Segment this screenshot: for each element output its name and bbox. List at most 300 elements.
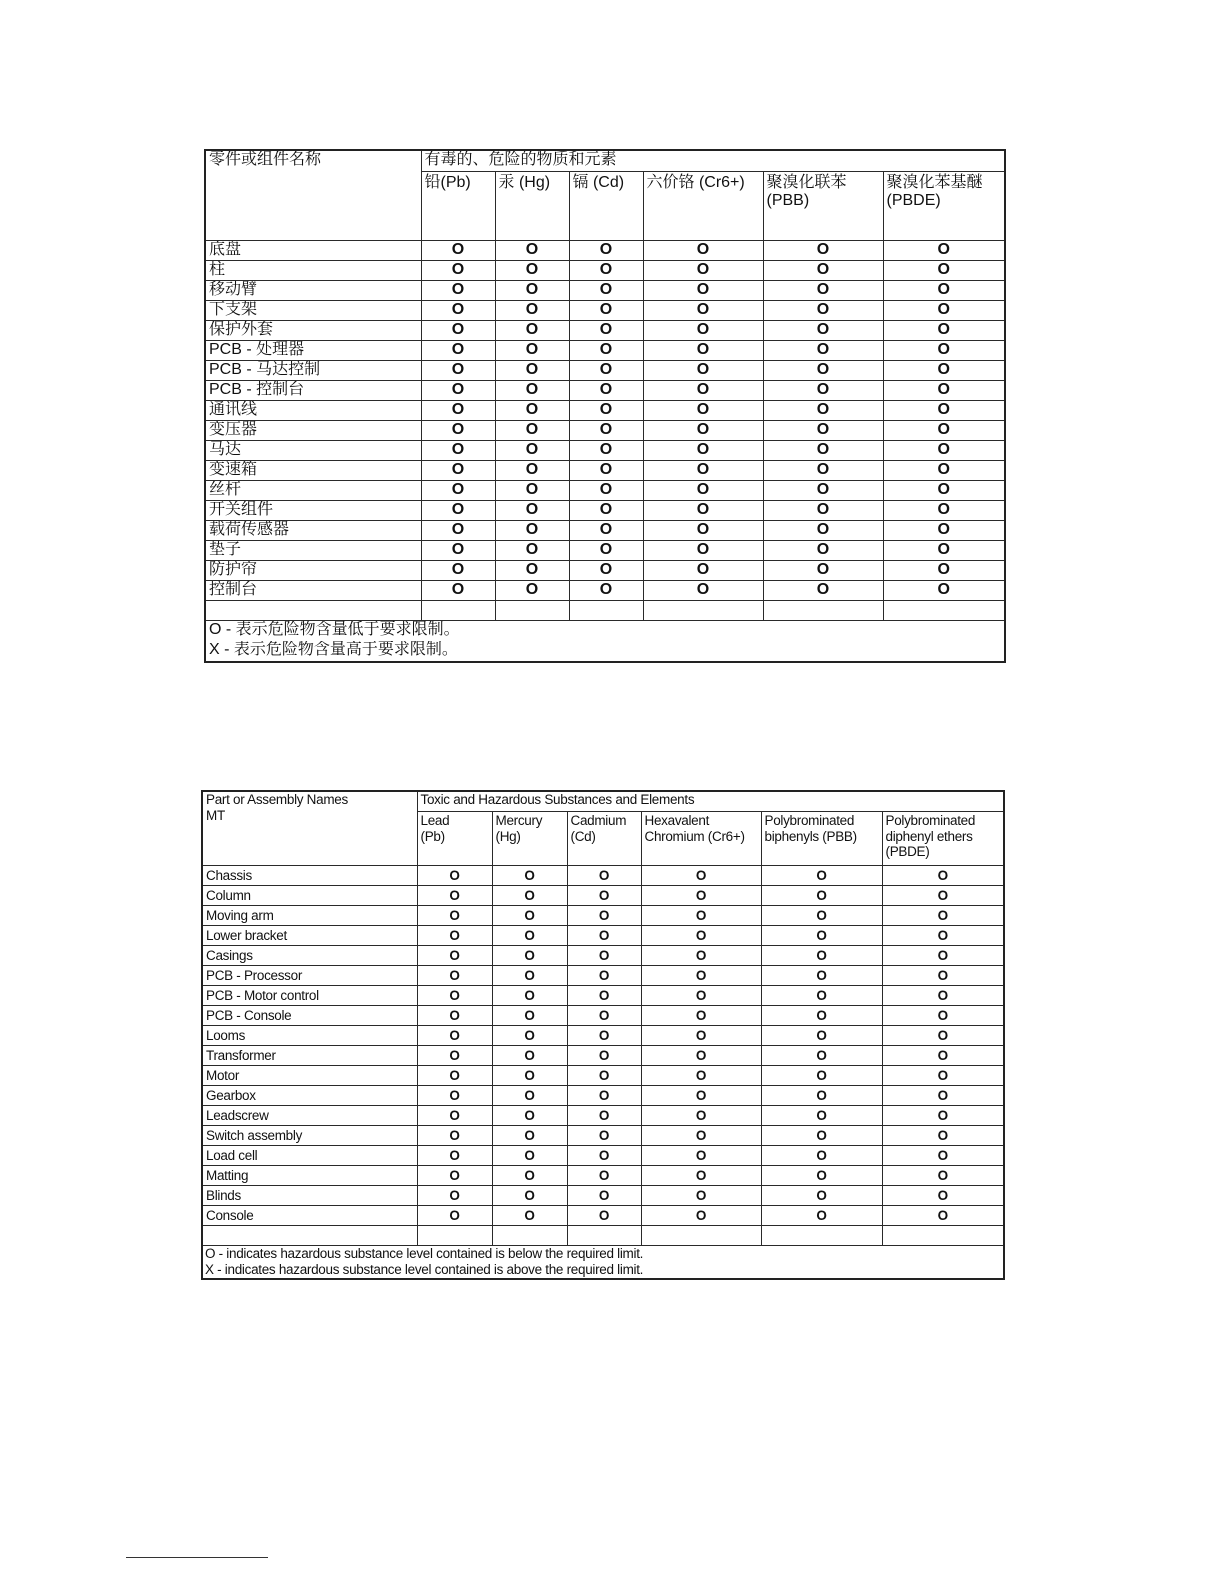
part-name: 变压器	[205, 421, 421, 441]
substance-mark: O	[421, 241, 495, 261]
part-name: 变速箱	[205, 461, 421, 481]
substance-mark: O	[763, 581, 883, 601]
substance-mark: O	[569, 301, 643, 321]
substance-mark: O	[569, 421, 643, 441]
substance-mark: O	[883, 321, 1005, 341]
part-name: 下支架	[205, 301, 421, 321]
part-name: Leadscrew	[202, 1106, 417, 1126]
substance-mark: O	[761, 1126, 882, 1146]
substance-mark: O	[883, 561, 1005, 581]
substance-mark: O	[641, 1126, 761, 1146]
substance-mark: O	[641, 946, 761, 966]
substance-mark: O	[763, 421, 883, 441]
substance-mark: O	[882, 1066, 1004, 1086]
table-row	[205, 461, 1005, 481]
part-name: Lower bracket	[202, 926, 417, 946]
substance-mark: O	[643, 501, 763, 521]
substance-mark: O	[495, 521, 569, 541]
substance-mark: O	[761, 1006, 882, 1026]
substance-mark: O	[569, 241, 643, 261]
substance-mark: O	[495, 261, 569, 281]
substance-header: Hexavalent Chromium (Cr6+)	[641, 812, 761, 866]
substance-mark: O	[761, 1026, 882, 1046]
header-row	[205, 150, 1005, 172]
substance-mark: O	[882, 1206, 1004, 1226]
substance-mark: O	[641, 966, 761, 986]
substance-mark: O	[761, 926, 882, 946]
substance-mark: O	[569, 501, 643, 521]
table-row	[202, 906, 1004, 926]
substance-mark: O	[567, 926, 641, 946]
substance-mark: O	[417, 926, 492, 946]
substance-mark: O	[761, 1166, 882, 1186]
substance-mark: O	[882, 1186, 1004, 1206]
substance-mark: O	[882, 1046, 1004, 1066]
header-row	[202, 791, 1004, 812]
substance-mark: O	[495, 241, 569, 261]
blank-cell	[421, 601, 495, 621]
substance-mark: O	[421, 361, 495, 381]
substance-mark: O	[883, 381, 1005, 401]
substance-mark: O	[569, 461, 643, 481]
substance-mark: O	[761, 906, 882, 926]
part-name: 垫子	[205, 541, 421, 561]
substance-mark: O	[763, 361, 883, 381]
substance-mark: O	[761, 1066, 882, 1086]
substance-mark: O	[763, 541, 883, 561]
substance-mark: O	[763, 281, 883, 301]
substance-mark: O	[492, 1206, 567, 1226]
substance-mark: O	[417, 886, 492, 906]
substance-header: 聚溴化联苯 (PBB)	[763, 172, 883, 241]
substance-mark: O	[492, 1106, 567, 1126]
part-name: Column	[202, 886, 417, 906]
substance-mark: O	[883, 521, 1005, 541]
part-name: 控制台	[205, 581, 421, 601]
substance-mark: O	[882, 1026, 1004, 1046]
substance-mark: O	[643, 541, 763, 561]
table-row	[205, 261, 1005, 281]
part-name: Casings	[202, 946, 417, 966]
substance-mark: O	[492, 1146, 567, 1166]
substance-mark: O	[569, 521, 643, 541]
hazardous-substances-table-chinese	[204, 149, 1006, 663]
substance-mark: O	[641, 1146, 761, 1166]
substance-header: Polybrominated biphenyls (PBB)	[761, 812, 882, 866]
substance-mark: O	[882, 1106, 1004, 1126]
substance-mark: O	[495, 581, 569, 601]
substance-mark: O	[567, 986, 641, 1006]
substance-mark: O	[495, 501, 569, 521]
substance-mark: O	[641, 1206, 761, 1226]
substance-mark: O	[569, 361, 643, 381]
substance-mark: O	[641, 926, 761, 946]
substance-mark: O	[569, 401, 643, 421]
substance-mark: O	[761, 866, 882, 886]
substance-mark: O	[421, 401, 495, 421]
table-row	[202, 1106, 1004, 1126]
substance-mark: O	[567, 946, 641, 966]
blank-cell	[417, 1226, 492, 1246]
part-name: PCB - 处理器	[205, 341, 421, 361]
substance-mark: O	[763, 521, 883, 541]
substances-group-header: 有毒的、危险的物质和元素	[421, 150, 1005, 172]
substance-mark: O	[763, 241, 883, 261]
substance-mark: O	[492, 1006, 567, 1026]
substance-mark: O	[492, 946, 567, 966]
substance-mark: O	[421, 321, 495, 341]
substance-mark: O	[567, 1086, 641, 1106]
substance-mark: O	[761, 1106, 882, 1126]
substance-mark: O	[417, 1166, 492, 1186]
table-row	[202, 966, 1004, 986]
substance-mark: O	[567, 1026, 641, 1046]
substance-mark: O	[763, 261, 883, 281]
substance-mark: O	[492, 1126, 567, 1146]
table-row	[205, 341, 1005, 361]
substance-mark: O	[569, 561, 643, 581]
substance-mark: O	[495, 461, 569, 481]
substance-mark: O	[763, 301, 883, 321]
table-row	[205, 401, 1005, 421]
legend-row	[205, 621, 1005, 642]
part-name: Transformer	[202, 1046, 417, 1066]
substance-mark: O	[643, 461, 763, 481]
table-row	[202, 1046, 1004, 1066]
substance-mark: O	[643, 421, 763, 441]
substance-mark: O	[883, 421, 1005, 441]
substance-mark: O	[883, 281, 1005, 301]
blank-row	[202, 1226, 1004, 1246]
substance-mark: O	[643, 521, 763, 541]
table-row	[205, 581, 1005, 601]
table-row	[205, 361, 1005, 381]
substance-mark: O	[492, 1186, 567, 1206]
table-row	[205, 521, 1005, 541]
substance-mark: O	[641, 1166, 761, 1186]
substance-mark: O	[641, 866, 761, 886]
substance-mark: O	[641, 1006, 761, 1026]
substance-header: 六价铬 (Cr6+)	[643, 172, 763, 241]
substance-mark: O	[569, 381, 643, 401]
part-name: 载荷传感器	[205, 521, 421, 541]
blank-cell	[763, 601, 883, 621]
part-name: Motor	[202, 1066, 417, 1086]
substance-mark: O	[883, 401, 1005, 421]
substance-mark: O	[569, 321, 643, 341]
table-row	[202, 946, 1004, 966]
table-row	[202, 1006, 1004, 1026]
part-name: 马达	[205, 441, 421, 461]
substance-mark: O	[763, 481, 883, 501]
substance-mark: O	[643, 581, 763, 601]
substance-mark: O	[495, 481, 569, 501]
substance-mark: O	[641, 1186, 761, 1206]
substance-mark: O	[417, 946, 492, 966]
substance-mark: O	[495, 361, 569, 381]
substance-mark: O	[421, 421, 495, 441]
blank-cell	[643, 601, 763, 621]
part-name: PCB - Motor control	[202, 986, 417, 1006]
substance-mark: O	[417, 1026, 492, 1046]
substance-mark: O	[882, 986, 1004, 1006]
legend-row	[202, 1262, 1004, 1279]
substance-mark: O	[421, 381, 495, 401]
substance-mark: O	[883, 581, 1005, 601]
substance-mark: O	[567, 1146, 641, 1166]
substance-mark: O	[492, 1086, 567, 1106]
substance-mark: O	[643, 281, 763, 301]
substance-mark: O	[883, 461, 1005, 481]
part-name: 开关组件	[205, 501, 421, 521]
substance-mark: O	[641, 1066, 761, 1086]
substance-mark: O	[567, 866, 641, 886]
table-row	[205, 541, 1005, 561]
substance-mark: O	[567, 1206, 641, 1226]
part-name: Switch assembly	[202, 1126, 417, 1146]
substance-mark: O	[643, 341, 763, 361]
table-row	[202, 986, 1004, 1006]
substance-header: Lead (Pb)	[417, 812, 492, 866]
substance-mark: O	[421, 501, 495, 521]
substance-mark: O	[882, 906, 1004, 926]
table-row	[205, 561, 1005, 581]
substance-mark: O	[569, 341, 643, 361]
part-name: 通讯线	[205, 401, 421, 421]
substance-header: 聚溴化苯基醚 (PBDE)	[883, 172, 1005, 241]
part-header: Part or Assembly Names MT	[202, 791, 417, 866]
table-row	[202, 1026, 1004, 1046]
substance-mark: O	[495, 381, 569, 401]
substance-mark: O	[495, 341, 569, 361]
part-name: 底盘	[205, 241, 421, 261]
substance-mark: O	[883, 341, 1005, 361]
substance-mark: O	[421, 281, 495, 301]
substance-mark: O	[495, 281, 569, 301]
substance-header: 铅(Pb)	[421, 172, 495, 241]
blank-cell	[495, 601, 569, 621]
table-row	[205, 421, 1005, 441]
substance-mark: O	[643, 361, 763, 381]
substance-mark: O	[417, 866, 492, 886]
substance-mark: O	[882, 866, 1004, 886]
substance-mark: O	[417, 1206, 492, 1226]
substance-mark: O	[643, 381, 763, 401]
substance-mark: O	[495, 301, 569, 321]
table-row	[202, 1086, 1004, 1106]
substance-mark: O	[641, 986, 761, 1006]
part-name: 丝杆	[205, 481, 421, 501]
substance-mark: O	[643, 261, 763, 281]
substance-mark: O	[641, 1026, 761, 1046]
part-name: 保护外套	[205, 321, 421, 341]
table-row	[202, 926, 1004, 946]
table-row	[205, 481, 1005, 501]
substance-mark: O	[763, 501, 883, 521]
legend-row	[202, 1246, 1004, 1263]
substance-mark: O	[883, 301, 1005, 321]
substance-mark: O	[883, 361, 1005, 381]
substance-header: 镉 (Cd)	[569, 172, 643, 241]
substance-mark: O	[883, 441, 1005, 461]
substance-mark: O	[417, 1086, 492, 1106]
table-row	[205, 321, 1005, 341]
substance-mark: O	[492, 966, 567, 986]
substance-mark: O	[421, 481, 495, 501]
substance-mark: O	[641, 886, 761, 906]
blank-cell	[882, 1226, 1004, 1246]
substance-mark: O	[763, 381, 883, 401]
part-name: Looms	[202, 1026, 417, 1046]
substance-mark: O	[421, 581, 495, 601]
substance-mark: O	[495, 541, 569, 561]
substance-mark: O	[883, 241, 1005, 261]
substance-mark: O	[763, 321, 883, 341]
substance-mark: O	[492, 866, 567, 886]
legend-note: X - indicates hazardous substance level contained is above the required limit.	[202, 1262, 1004, 1279]
blank-cell	[492, 1226, 567, 1246]
substance-mark: O	[417, 1046, 492, 1066]
substance-mark: O	[495, 321, 569, 341]
substance-mark: O	[417, 966, 492, 986]
substance-mark: O	[417, 1106, 492, 1126]
blank-cell	[202, 1226, 417, 1246]
substance-mark: O	[495, 401, 569, 421]
substance-mark: O	[495, 421, 569, 441]
substance-mark: O	[567, 966, 641, 986]
substance-mark: O	[643, 561, 763, 581]
substance-mark: O	[761, 1046, 882, 1066]
substance-mark: O	[421, 301, 495, 321]
blank-cell	[641, 1226, 761, 1246]
substance-mark: O	[567, 1046, 641, 1066]
table-row	[202, 1146, 1004, 1166]
substance-mark: O	[569, 281, 643, 301]
substance-mark: O	[492, 886, 567, 906]
substance-mark: O	[883, 261, 1005, 281]
table-row	[205, 241, 1005, 261]
part-name: 防护帘	[205, 561, 421, 581]
substance-mark: O	[421, 521, 495, 541]
substance-mark: O	[763, 401, 883, 421]
table-row	[205, 281, 1005, 301]
substance-mark: O	[567, 906, 641, 926]
substance-mark: O	[421, 561, 495, 581]
footnote-separator	[126, 1557, 268, 1558]
table-row	[202, 1206, 1004, 1226]
part-name: 移动臂	[205, 281, 421, 301]
legend-row	[205, 641, 1005, 662]
substances-group-header: Toxic and Hazardous Substances and Elements	[417, 791, 1004, 812]
substance-mark: O	[567, 1006, 641, 1026]
substance-mark: O	[882, 926, 1004, 946]
substance-mark: O	[882, 1146, 1004, 1166]
substance-mark: O	[417, 1066, 492, 1086]
blank-cell	[883, 601, 1005, 621]
substance-mark: O	[421, 541, 495, 561]
substance-mark: O	[569, 481, 643, 501]
substance-mark: O	[569, 541, 643, 561]
substance-mark: O	[567, 1186, 641, 1206]
blank-row	[205, 601, 1005, 621]
substance-mark: O	[641, 906, 761, 926]
substance-mark: O	[763, 561, 883, 581]
substance-header: Cadmium (Cd)	[567, 812, 641, 866]
substance-mark: O	[492, 1166, 567, 1186]
substance-mark: O	[492, 1066, 567, 1086]
substance-mark: O	[643, 241, 763, 261]
table-row	[202, 886, 1004, 906]
substance-mark: O	[761, 966, 882, 986]
substance-mark: O	[761, 986, 882, 1006]
substance-mark: O	[763, 441, 883, 461]
table-row	[205, 301, 1005, 321]
substance-mark: O	[417, 1126, 492, 1146]
legend-note: X - 表示危险物含量高于要求限制。	[205, 641, 1005, 662]
table-row	[202, 1066, 1004, 1086]
substance-mark: O	[883, 501, 1005, 521]
substance-mark: O	[882, 1126, 1004, 1146]
substance-mark: O	[421, 461, 495, 481]
blank-cell	[567, 1226, 641, 1246]
substance-mark: O	[417, 1006, 492, 1026]
part-name: PCB - Processor	[202, 966, 417, 986]
substance-mark: O	[643, 481, 763, 501]
substance-mark: O	[569, 261, 643, 281]
substance-mark: O	[567, 886, 641, 906]
table-row	[202, 1126, 1004, 1146]
part-name: Chassis	[202, 866, 417, 886]
part-header: 零件或组件名称	[205, 150, 421, 241]
substance-mark: O	[882, 886, 1004, 906]
substance-mark: O	[569, 441, 643, 461]
table-row	[202, 866, 1004, 886]
table-row	[205, 441, 1005, 461]
part-name: Load cell	[202, 1146, 417, 1166]
substance-mark: O	[761, 1146, 882, 1166]
substance-mark: O	[492, 906, 567, 926]
part-name: PCB - 控制台	[205, 381, 421, 401]
substance-mark: O	[641, 1046, 761, 1066]
substance-header: Mercury (Hg)	[492, 812, 567, 866]
part-name: PCB - Console	[202, 1006, 417, 1026]
blank-cell	[205, 601, 421, 621]
substance-mark: O	[882, 1086, 1004, 1106]
part-name: Gearbox	[202, 1086, 417, 1106]
substance-mark: O	[643, 441, 763, 461]
table-row	[205, 501, 1005, 521]
substance-mark: O	[882, 1006, 1004, 1026]
substance-mark: O	[643, 321, 763, 341]
substance-mark: O	[883, 541, 1005, 561]
substance-mark: O	[641, 1086, 761, 1106]
substance-mark: O	[567, 1166, 641, 1186]
substance-mark: O	[567, 1126, 641, 1146]
table-row	[202, 1186, 1004, 1206]
substance-mark: O	[492, 926, 567, 946]
substance-mark: O	[567, 1106, 641, 1126]
substance-header: Polybrominated diphenyl ethers (PBDE)	[882, 812, 1004, 866]
blank-cell	[761, 1226, 882, 1246]
table-row	[205, 381, 1005, 401]
substance-mark: O	[492, 1026, 567, 1046]
substance-mark: O	[495, 561, 569, 581]
substance-mark: O	[761, 1206, 882, 1226]
substance-mark: O	[417, 1186, 492, 1206]
substance-mark: O	[761, 1086, 882, 1106]
substance-mark: O	[417, 906, 492, 926]
part-name: Moving arm	[202, 906, 417, 926]
